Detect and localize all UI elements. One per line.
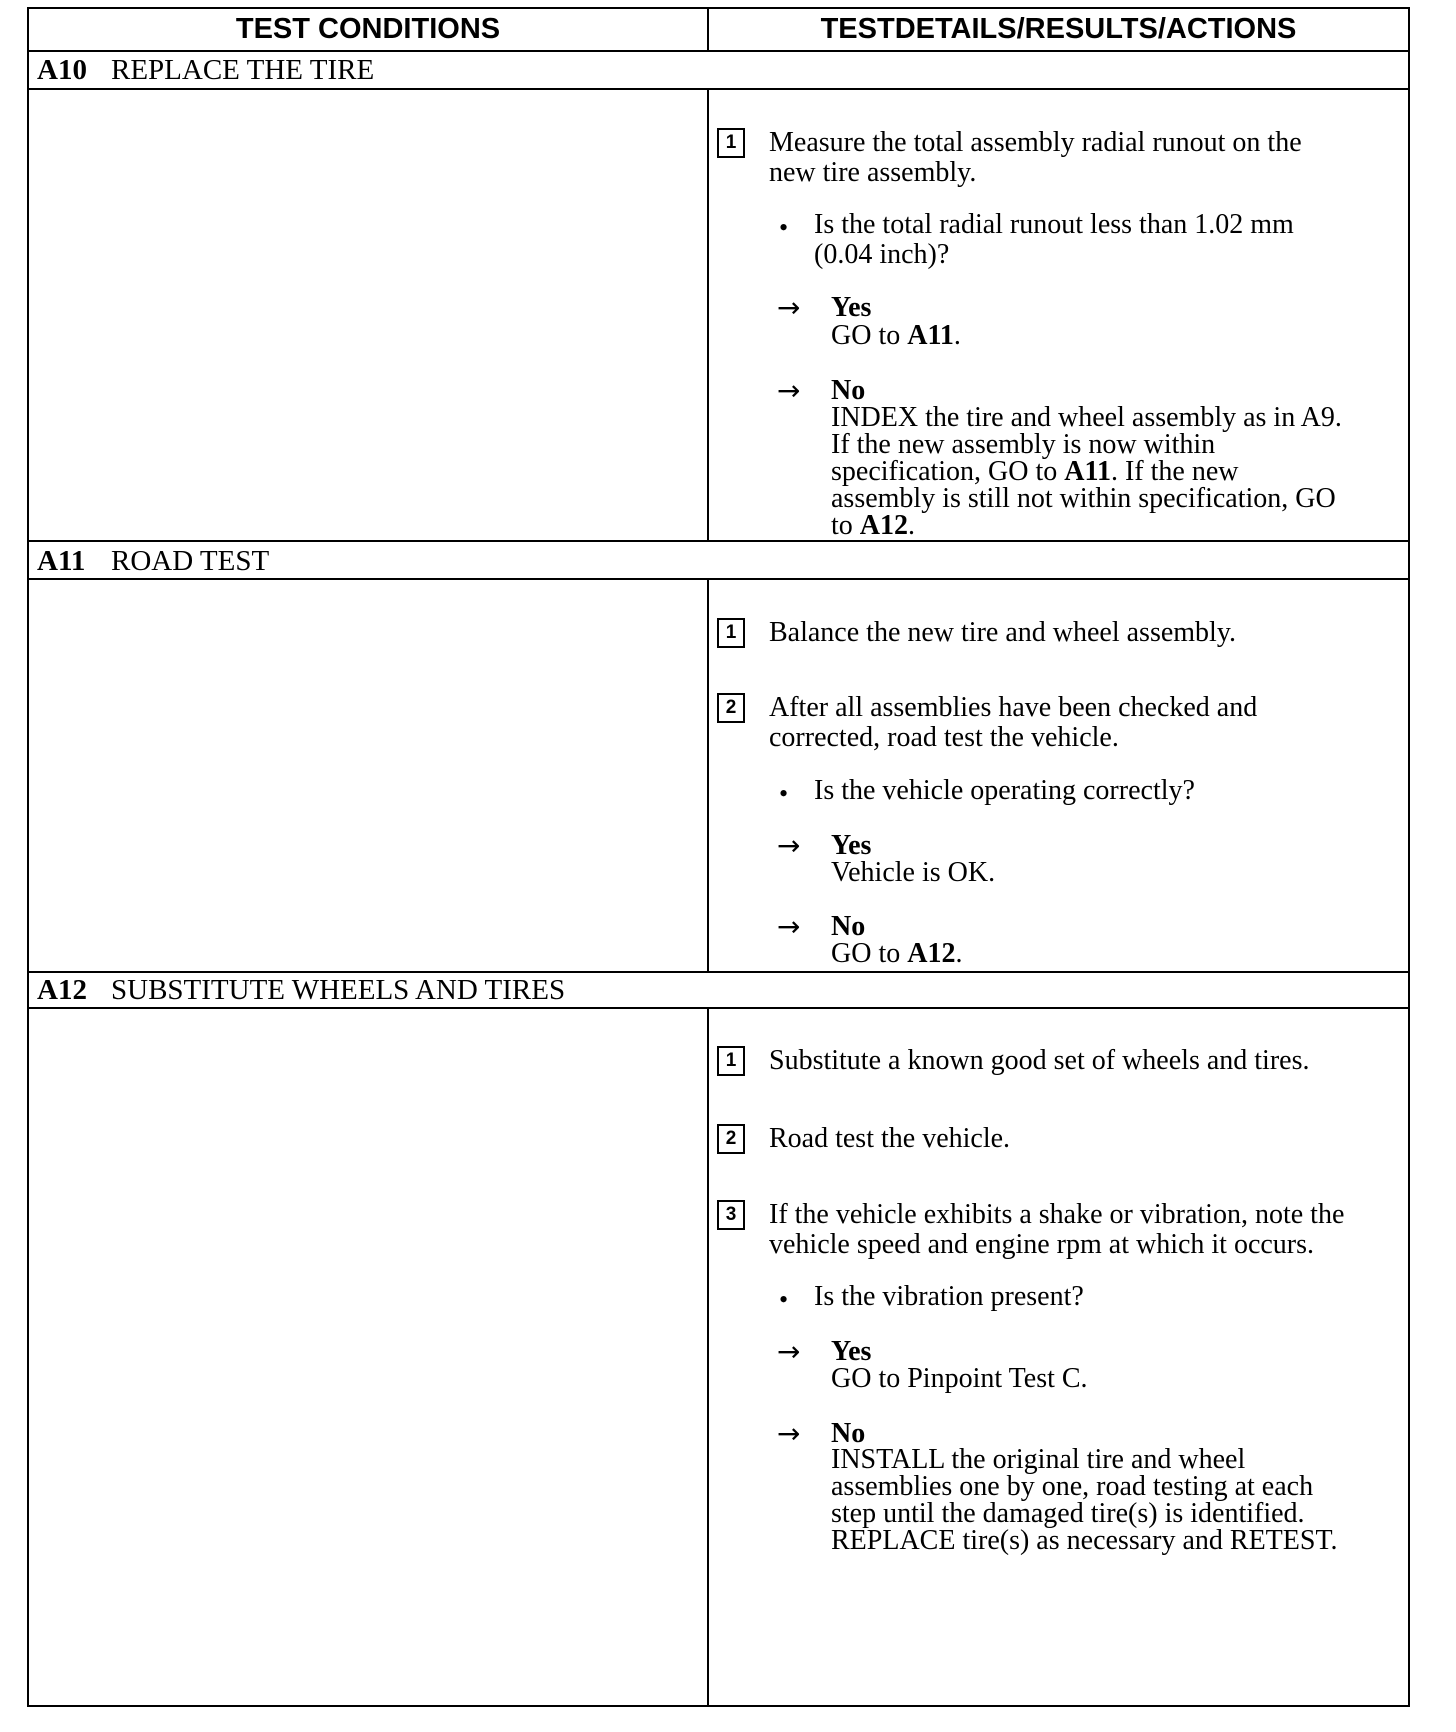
question-text: Is the total radial runout less than 1.02 mm (0.04 inch)?: [814, 209, 1294, 270]
step-number-box: 1: [717, 618, 745, 648]
yes-label: Yes: [831, 292, 872, 323]
section-a10-title: [29, 52, 1408, 90]
diagnostic-table: [27, 7, 1410, 1707]
arrow-right-icon: →: [777, 1335, 801, 1368]
step-number-box: 1: [717, 1046, 745, 1076]
test-details-cell: [709, 580, 1408, 971]
test-details-cell: [709, 1009, 1408, 1707]
step-text: Measure the total assembly radial runout on the new tire assembly.: [769, 127, 1302, 188]
question-text: Is the vibration present?: [814, 1281, 1084, 1312]
step-text: Substitute a known good set of wheels and tires.: [769, 1045, 1310, 1076]
no-label: No: [831, 375, 866, 406]
arrow-right-icon: →: [777, 291, 801, 324]
section-name: REPLACE THE TIRE: [111, 53, 375, 86]
no-action: INDEX the tire and wheel assembly as in A9. If the new assembly is now within specification, GO to A11. If the new assembly is still not within specification, GO to A12.: [831, 402, 1342, 541]
question-text: Is the vehicle operating correctly?: [814, 775, 1195, 806]
section-a11-body: [29, 580, 1408, 973]
yes-action: Vehicle is OK.: [831, 857, 996, 888]
step-text: Balance the new tire and wheel assembly.: [769, 617, 1237, 648]
section-a10-body: [29, 90, 1408, 542]
test-conditions-cell: [29, 1009, 709, 1707]
no-label: No: [831, 911, 866, 942]
arrow-right-icon: →: [777, 1417, 801, 1450]
section-code: A10: [37, 53, 87, 86]
arrow-right-icon: →: [777, 910, 801, 943]
bullet-icon: •: [779, 1285, 789, 1314]
step-number-box: 2: [717, 1124, 745, 1154]
step-number-box: 1: [717, 128, 745, 158]
section-code: A11: [37, 544, 86, 577]
section-a12-body: [29, 1009, 1408, 1707]
yes-action: GO to Pinpoint Test C.: [831, 1363, 1088, 1394]
header-test-conditions: TEST CONDITIONS: [29, 9, 709, 50]
yes-action: GO to A11.: [831, 320, 961, 351]
no-label: No: [831, 1418, 866, 1449]
test-conditions-cell: [29, 90, 709, 540]
bullet-icon: •: [779, 213, 789, 242]
section-a12-title: [29, 973, 1408, 1009]
section-name: ROAD TEST: [111, 544, 270, 577]
step-text: If the vehicle exhibits a shake or vibration, note the vehicle speed and engine rpm at which it occurs.: [769, 1199, 1345, 1260]
yes-label: Yes: [831, 830, 872, 861]
yes-label: Yes: [831, 1336, 872, 1367]
section-a11-title: [29, 544, 1408, 580]
step-text: Road test the vehicle.: [769, 1123, 1011, 1154]
section-name: SUBSTITUTE WHEELS AND TIRES: [111, 973, 566, 1006]
test-details-cell: [709, 90, 1408, 540]
header-test-details: TESTDETAILS/RESULTS/ACTIONS: [820, 13, 1297, 45]
section-code: A12: [37, 973, 87, 1006]
arrow-right-icon: →: [777, 374, 801, 407]
step-text: After all assemblies have been checked and corrected, road test the vehicle.: [769, 692, 1258, 753]
table-header: [29, 9, 1408, 52]
no-action: INSTALL the original tire and wheel assemblies one by one, road testing at each step until the damaged tire(s) is identified. REPLACE tire(s) as necessary and RETEST.: [831, 1444, 1338, 1556]
no-action: GO to A12.: [831, 938, 963, 969]
step-number-box: 2: [717, 693, 745, 723]
bullet-icon: •: [779, 779, 789, 808]
test-conditions-cell: [29, 580, 709, 971]
arrow-right-icon: →: [777, 829, 801, 862]
step-number-box: 3: [717, 1200, 745, 1230]
